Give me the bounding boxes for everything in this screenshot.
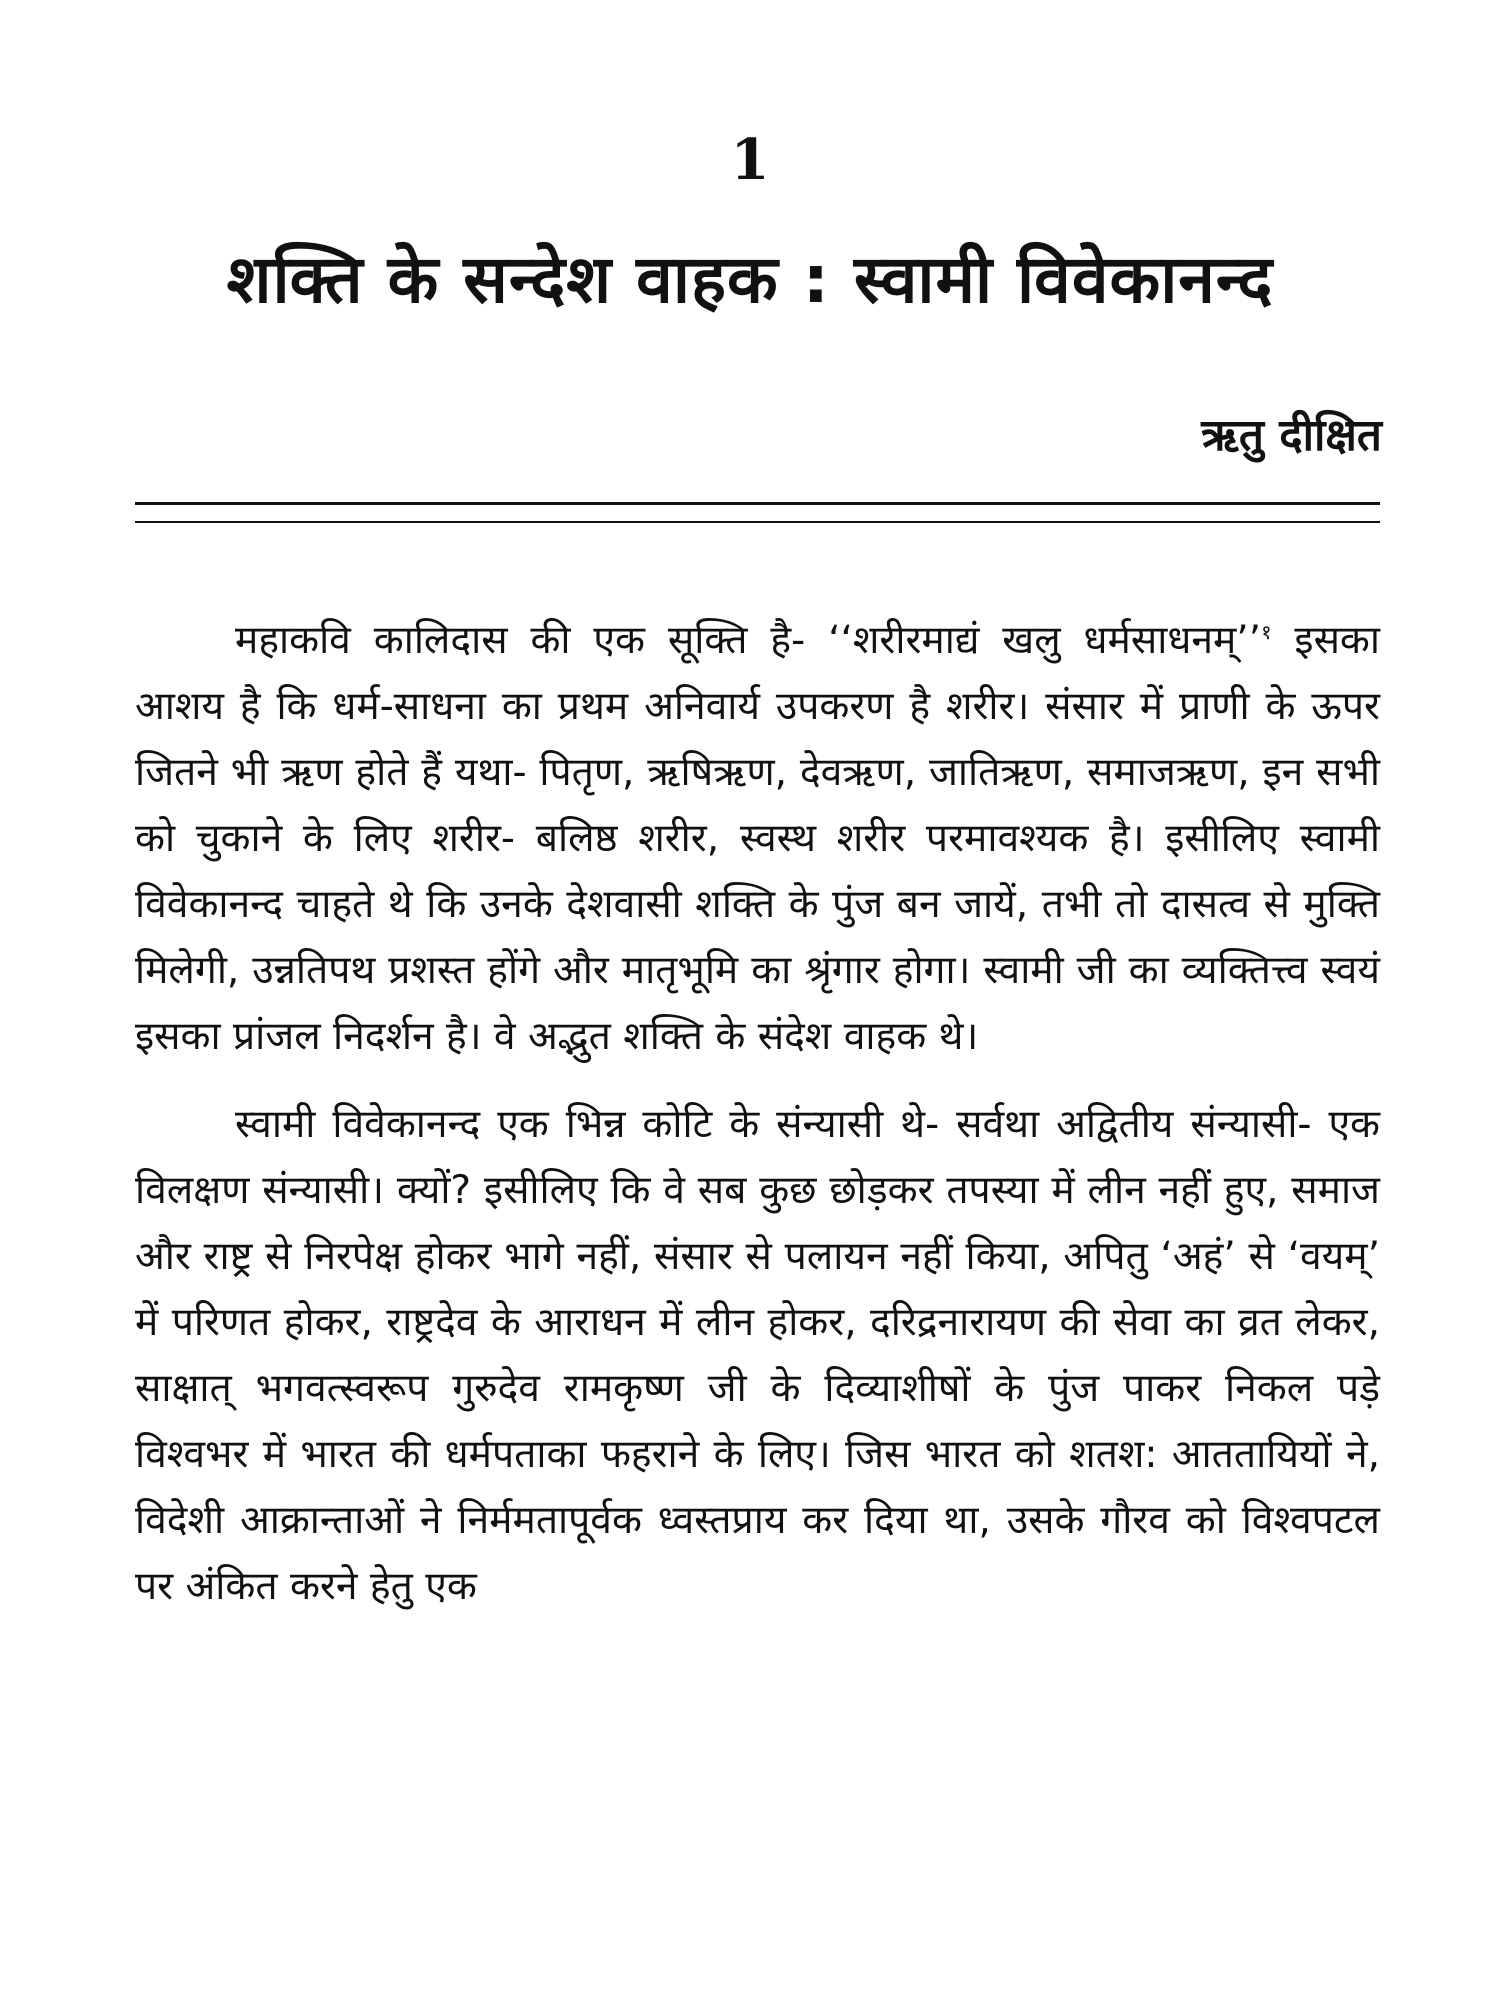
author-name: ऋतु दीक्षित	[1201, 410, 1382, 461]
paragraph-1	[135, 608, 1380, 1070]
footnote-marker: १	[1261, 620, 1272, 644]
paragraph-2: स्वामी विवेकानन्द एक भिन्न कोटि के संन्यासी थे- सर्वथा अद्वितीय संन्यासी- एक विलक्षण संन्यासी। क्यों? इसीलिए कि वे सब कुछ छोड़कर तपस्या में लीन नहीं हुए, समाज और राष्ट्र से निरपेक्ष होकर भागे नहीं, संसार से पलायन नहीं किया, अपितु ‘अहं’ से ‘वयम्’ में परिणत होकर, राष्ट्रदेव के आराधन में लीन होकर, दरिद्रनारायण की सेवा का व्रत लेकर, साक्षात् भगवत्स्वरूप गुरुदेव रामकृष्ण जी के दिव्याशीषों के पुंज पाकर निकल पड़े विश्वभर में भारत की धर्मपताका फहराने के लिए। जिस भारत को शतश: आततायियों ने, विदेशी आक्रान्ताओं ने निर्ममतापूर्वक ध्वस्तप्राय कर दिया था, उसके गौरव को विश्वपटल पर अंकित करने हेतु एक	[135, 1102, 1380, 1609]
chapter-title: शक्ति के सन्देश वाहक : स्वामी विवेकानन्द	[226, 241, 1274, 318]
divider-rule-bottom	[135, 521, 1380, 523]
divider-rule-top	[135, 502, 1380, 505]
paragraph-1-continuation: इसका आशय है कि धर्म-साधना का प्रथम अनिवार्य उपकरण है शरीर। संसार में प्राणी के ऊपर जितने भी ऋण होते हैं यथा- पितृण, ऋषिऋण, देवऋण, जातिऋण, समाजऋण, इन सभी को चुकाने के लिए शरीर- बलिष्ठ शरीर, स्वस्थ शरीर परमावश्यक है। इसीलिए स्वामी विवेकानन्द चाहते थे कि उनके देशवासी शक्ति के पुंज बन जायें, तभी तो दासत्व से मुक्ति मिलेगी, उन्नतिपथ प्रशस्त होंगे और मातृभूमि का श्रृंगार होगा। स्वामी जी का व्यक्तित्त्व स्वयं इसका प्रांजल निदर्शन है। वे अद्भुत शक्ति के संदेश वाहक थे।	[135, 618, 1380, 1059]
chapter-body	[135, 608, 1380, 1642]
chapter-number: 1	[730, 127, 770, 193]
paragraph-1-opening: महाकवि कालिदास की एक सूक्ति है- ‘‘शरीरमाद्यं खलु धर्मसाधनम्’’	[235, 618, 1262, 663]
